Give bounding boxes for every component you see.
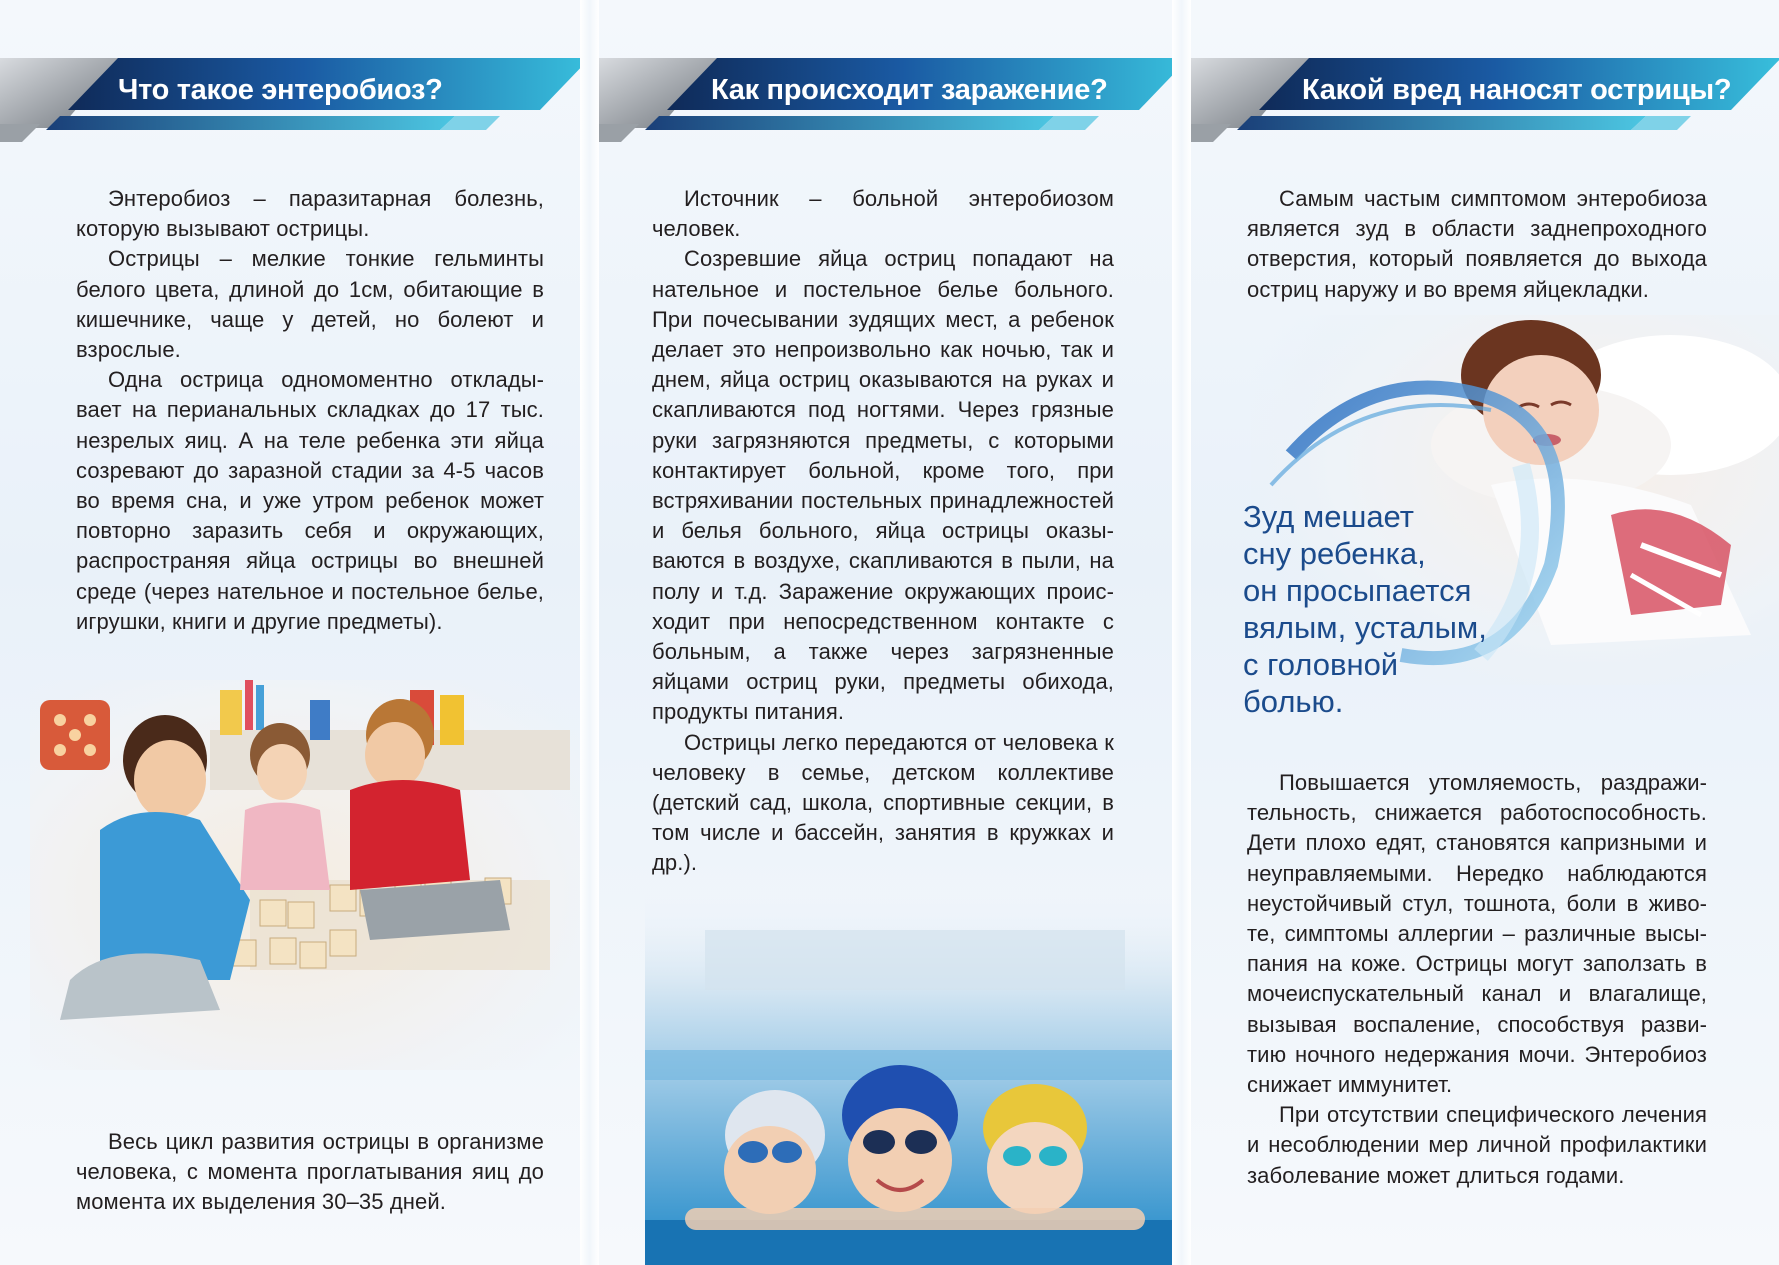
paragraph: Весь цикл развития острицы в организме человека, с момента проглатывания яиц до момента их выделения 30–35 дней. (76, 1129, 544, 1215)
quote-line: болью. (1243, 684, 1344, 719)
quote-line: вялым, усталым, (1243, 610, 1487, 645)
paragraph: При отсутствии специфического лечения и несоблюдении мер личной профилактики заболевание может длиться годами. (1247, 1102, 1707, 1188)
panel-title: Что такое энтеробиоз? (118, 74, 443, 106)
body-text-footer (76, 1127, 544, 1218)
body-text (1247, 184, 1707, 305)
body-text (76, 184, 544, 637)
quote-line: сну ребенка, (1243, 536, 1426, 571)
quote-line: он просыпается (1243, 573, 1472, 608)
panel-divider (1172, 0, 1191, 1265)
paragraph: Острицы – мелкие тонкие гельминты белого цвета, длиной до 1см, обитающие в кишечнике, чаще у детей, но болеют и взрослые. (76, 246, 544, 363)
panel-enterobiasis (0, 0, 580, 1265)
paragraph: Энтеробиоз – паразитарная болезнь, которую вызывают острицы. (76, 186, 544, 242)
paragraph: Созревшие яйца остриц попадают на нательное и постельное белье больного. При почесывании зудящих мест, а ребенок делает это непроизвольно как ночью, так и днем, яйца остриц оказываются на руках и скапливаются под ногтями. Через грязные руки загрязняются предметы, с которыми контактирует больной, кроме того, при встряхивании постельных принадлежностей и белья больного, яйца острицы оказываются в воздухе, скапливаются в пыли, на полу и т.д. Заражение окружающих происходит при непосредственном контакте с больным, а также через загрязненные яйцами остриц руки, предметы обихода, продукты питания. (652, 246, 1114, 725)
photo-children-in-pool (645, 890, 1179, 1265)
paragraph: Острицы легко передаются от человека к человеку в семье, детском коллективе (детский сад, школа, спортивные секции, в том числе и бассейн, занятия в кружках и др.). (652, 729, 1114, 876)
paragraph: Источник – больной энтеробиозом человек. (652, 186, 1114, 242)
panel-title: Как происходит заражение? (711, 74, 1108, 106)
panel-infection (599, 0, 1179, 1265)
panel-title: Какой вред наносят острицы? (1302, 74, 1732, 106)
body-text (652, 184, 1114, 879)
paragraph: Одна острица одномоментно откладывает на перианальных складках до 17 тыс. незрелых яиц. А на теле ребенка эти яйца созревают до заразной стадии за 4-5 часов во время сна, и уже утром ребенок может повторно заразить себя и окружающих, распространяя яйца острицы во внешней среде (через нательное и постельное белье, игрушки, книги и другие предметы). (76, 367, 544, 634)
quote-line: Зуд мешает (1243, 499, 1414, 534)
paragraph: Повышается утомляемость, раздражительность, снижается работоспособность. Дети плохо едят, становятся капризными и неуправляемыми. Нередко наблюдаются неустойчивый стул, тошнота, боли в животе, симптомы аллергии – различные высыпания на коже. Острицы могут заползать в мочеиспускательный канал и влагалище, вызывая воспаление, способствуя развитию ночного недержания мочи. Энтеробиоз снижает иммунитет. (1247, 770, 1707, 1098)
panel-header (599, 58, 1179, 146)
panel-header (1191, 58, 1779, 146)
body-text-footer (1247, 768, 1707, 1191)
highlight-quote (1243, 498, 1543, 720)
panel-header (0, 58, 580, 146)
photo-children-playing (30, 680, 580, 1070)
panel-divider (580, 0, 599, 1265)
panel-harm (1191, 0, 1779, 1265)
quote-line: с головной (1243, 647, 1399, 682)
paragraph: Самым частым симптомом энтеробиоза является зуд в области заднепроходного отверстия, который появляется до выхода остриц наружу и во время яйцекладки. (1247, 186, 1707, 302)
